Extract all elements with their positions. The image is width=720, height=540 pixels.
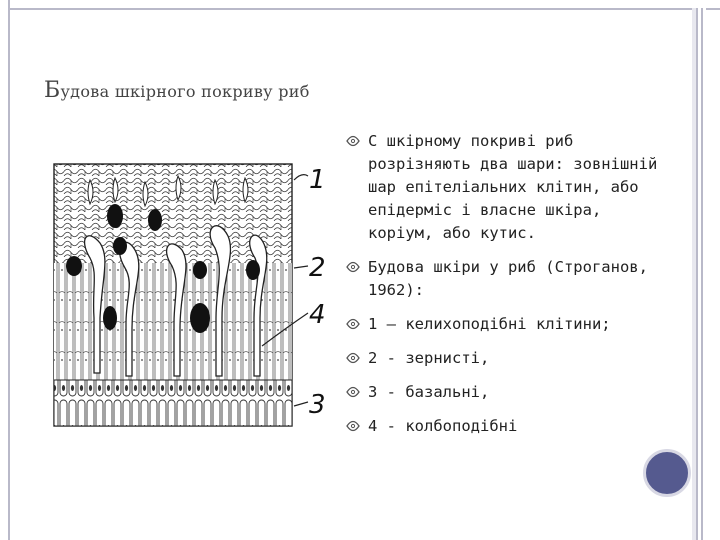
figure-label-1: 1: [309, 165, 326, 195]
bullet-text: 4 - колбоподібні: [368, 417, 518, 435]
bullet-marker-icon: [346, 261, 360, 273]
bullet-marker-icon: [346, 420, 360, 432]
bullet-marker-icon: [346, 352, 360, 364]
bullet-text: 1 – келихоподібні клітини;: [368, 315, 611, 333]
bullet-marker-icon: [346, 135, 360, 147]
bullet-marker-icon: [346, 386, 360, 398]
slide-title: [44, 78, 310, 103]
bullet-item: [346, 256, 666, 302]
bullet-item: [346, 130, 666, 245]
title-word: удова шкірного покриву риб: [60, 82, 310, 101]
bullet-text: 2 - зернисті,: [368, 349, 490, 367]
bullet-item: [346, 381, 666, 404]
bullet-text: С шкірному покриві риб розрізняють два шари: зовнішній шар епітеліальних клітин, або епідерміс і власне шкіра, коріум, або кутис.: [368, 132, 658, 242]
title-initial: Б: [44, 78, 61, 103]
bullet-list: [346, 130, 666, 449]
figure-label-2: 2: [309, 253, 326, 283]
figure-label-4: 4: [309, 300, 326, 330]
bullet-item: [346, 347, 666, 370]
slide-frame-left: [8, 0, 10, 540]
bullet-marker-icon: [346, 318, 360, 330]
skin-cross-section-drawing: [50, 158, 330, 433]
decorative-circle: [643, 449, 691, 497]
slide-frame-top: [8, 8, 720, 10]
bullet-text: 3 - базальні,: [368, 383, 490, 401]
bullet-text: Будова шкіри у риб (Строганов, 1962):: [368, 258, 648, 299]
skin-structure-figure: [50, 158, 330, 433]
slide-frame-right: [692, 8, 706, 540]
bullet-item: [346, 313, 666, 336]
bullet-item: [346, 415, 666, 438]
figure-label-3: 3: [309, 390, 326, 420]
